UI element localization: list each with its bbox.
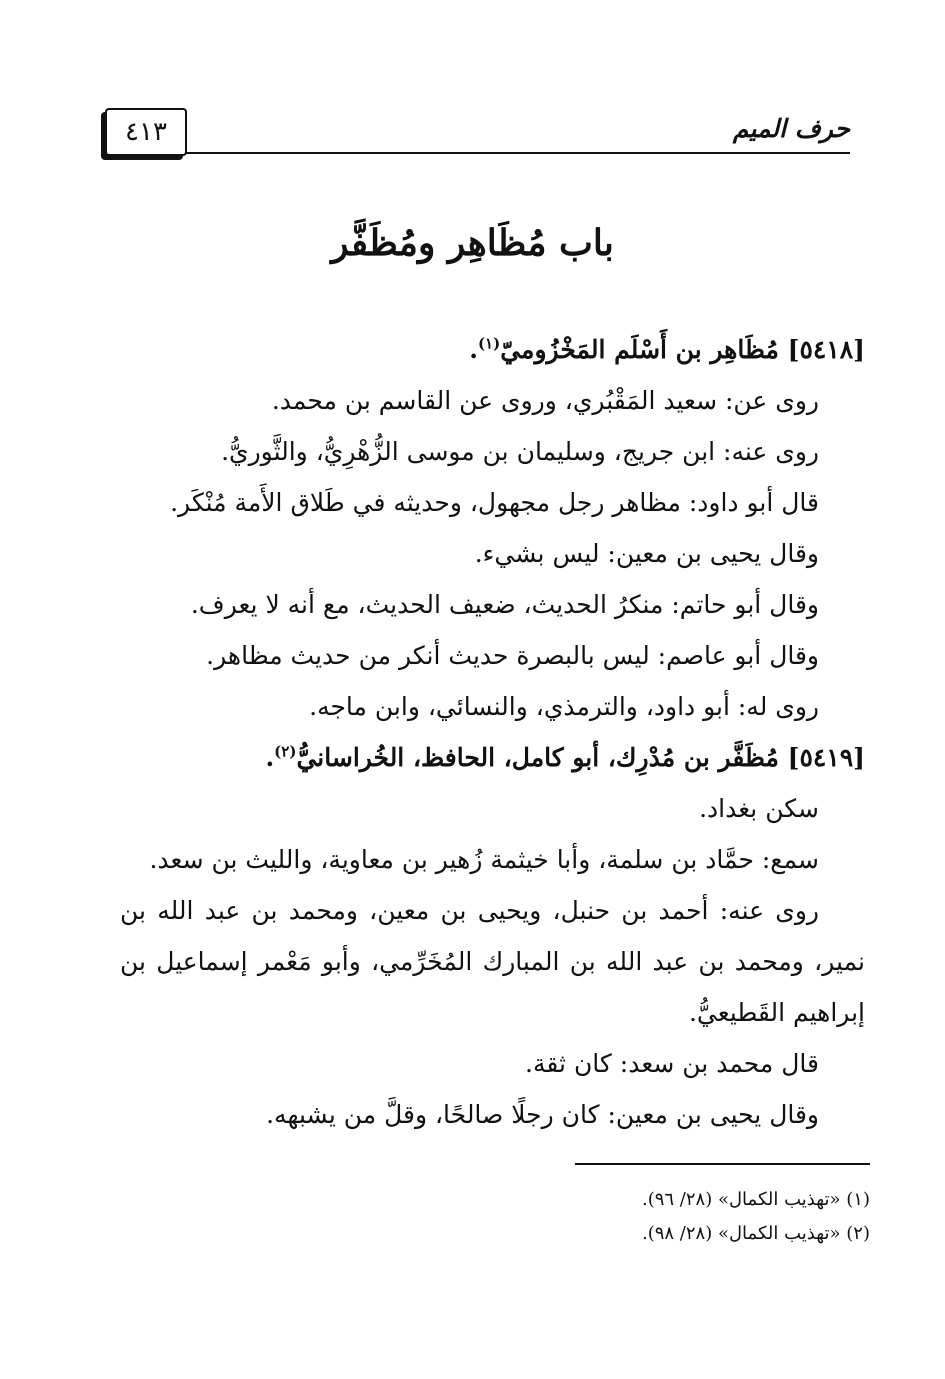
text-line: وقال يحيى بن معين: ليس بشيء.: [474, 539, 819, 568]
entry-number: [٥٤١٩]: [787, 743, 865, 772]
text-line: إبراهيم القَطيعيُّ.: [688, 998, 865, 1027]
text-line: قال أبو داود: مظاهر رجل مجهول، وحديثه في طَلاق الأَمة مُنْكَر.: [170, 488, 819, 517]
footnote-ref: (٢): [274, 742, 297, 761]
entry-number: [٥٤١٨]: [787, 335, 865, 364]
footnote-ref: (١): [477, 334, 501, 353]
header-rule: [185, 152, 850, 154]
text-line: وقال يحيى بن معين: كان رجلًا صالحًا، وقلَّ من يشبهه.: [266, 1100, 819, 1129]
text-line: روى عنه: أحمد بن حنبل، ويحيى بن معين، ومحمد بن عبد الله بن: [120, 896, 819, 925]
text-line: روى له: أبو داود، والترمذي، والنسائي، وابن ماجه.: [309, 692, 819, 721]
page-number: ٤١٣: [105, 108, 187, 156]
text-line: وقال أبو حاتم: منكرُ الحديث، ضعيف الحديث، مع أنه لا يعرف.: [190, 590, 819, 619]
entry-heading: [٥٤١٨] مُظَاهِر بن أَسْلَم المَخْزُوميّ$^{(١)}$.: [469, 334, 865, 364]
chapter-title: باب مُظَاهِر ومُظَفَّر: [331, 222, 614, 264]
text-line: سكن بغداد.: [699, 794, 819, 823]
text-line: روى عنه: ابن جريج، وسليمان بن موسى الزُّهْرِيُّ، والثَّوريُّ.: [221, 437, 819, 466]
footnotes: [125, 1183, 870, 1251]
page-body: [120, 324, 865, 1140]
text-line: وقال أبو عاصم: ليس بالبصرة حديث أنكر من حديث مظاهر.: [206, 641, 819, 670]
text-line: سمع: حمَّاد بن سلمة، وأبا خيثمة زُهير بن معاوية، والليث بن سعد.: [149, 845, 819, 874]
entry-name: مُظَاهِر بن أَسْلَم المَخْزُوميّ: [500, 335, 779, 364]
footnote: (٢) «تهذيب الكمال» (٢٨/ ٩٨).: [641, 1223, 870, 1244]
running-header: [105, 108, 850, 154]
text-line: قال محمد بن سعد: كان ثقة.: [525, 1049, 819, 1078]
entry-name: مُظَفَّر بن مُدْرِك، أبو كامل، الحافظ، الخُراسانيُّ: [296, 743, 779, 772]
text-line: روى عن: سعيد المَقْبُري، وروى عن القاسم بن محمد.: [271, 386, 819, 415]
footnote-rule: [575, 1163, 870, 1165]
entry-heading: [٥٤١٩] مُظَفَّر بن مُدْرِك، أبو كامل، الحافظ، الخُراسانيُّ$^{(٢)}$.: [265, 742, 865, 772]
footnote: (١) «تهذيب الكمال» (٢٨/ ٩٦).: [641, 1189, 870, 1210]
text-line: نمير، ومحمد بن عبد الله بن المبارك المُخَرِّمي، وأبو مَعْمر إسماعيل بن: [120, 947, 865, 976]
running-title: حرف الميم: [732, 114, 850, 143]
